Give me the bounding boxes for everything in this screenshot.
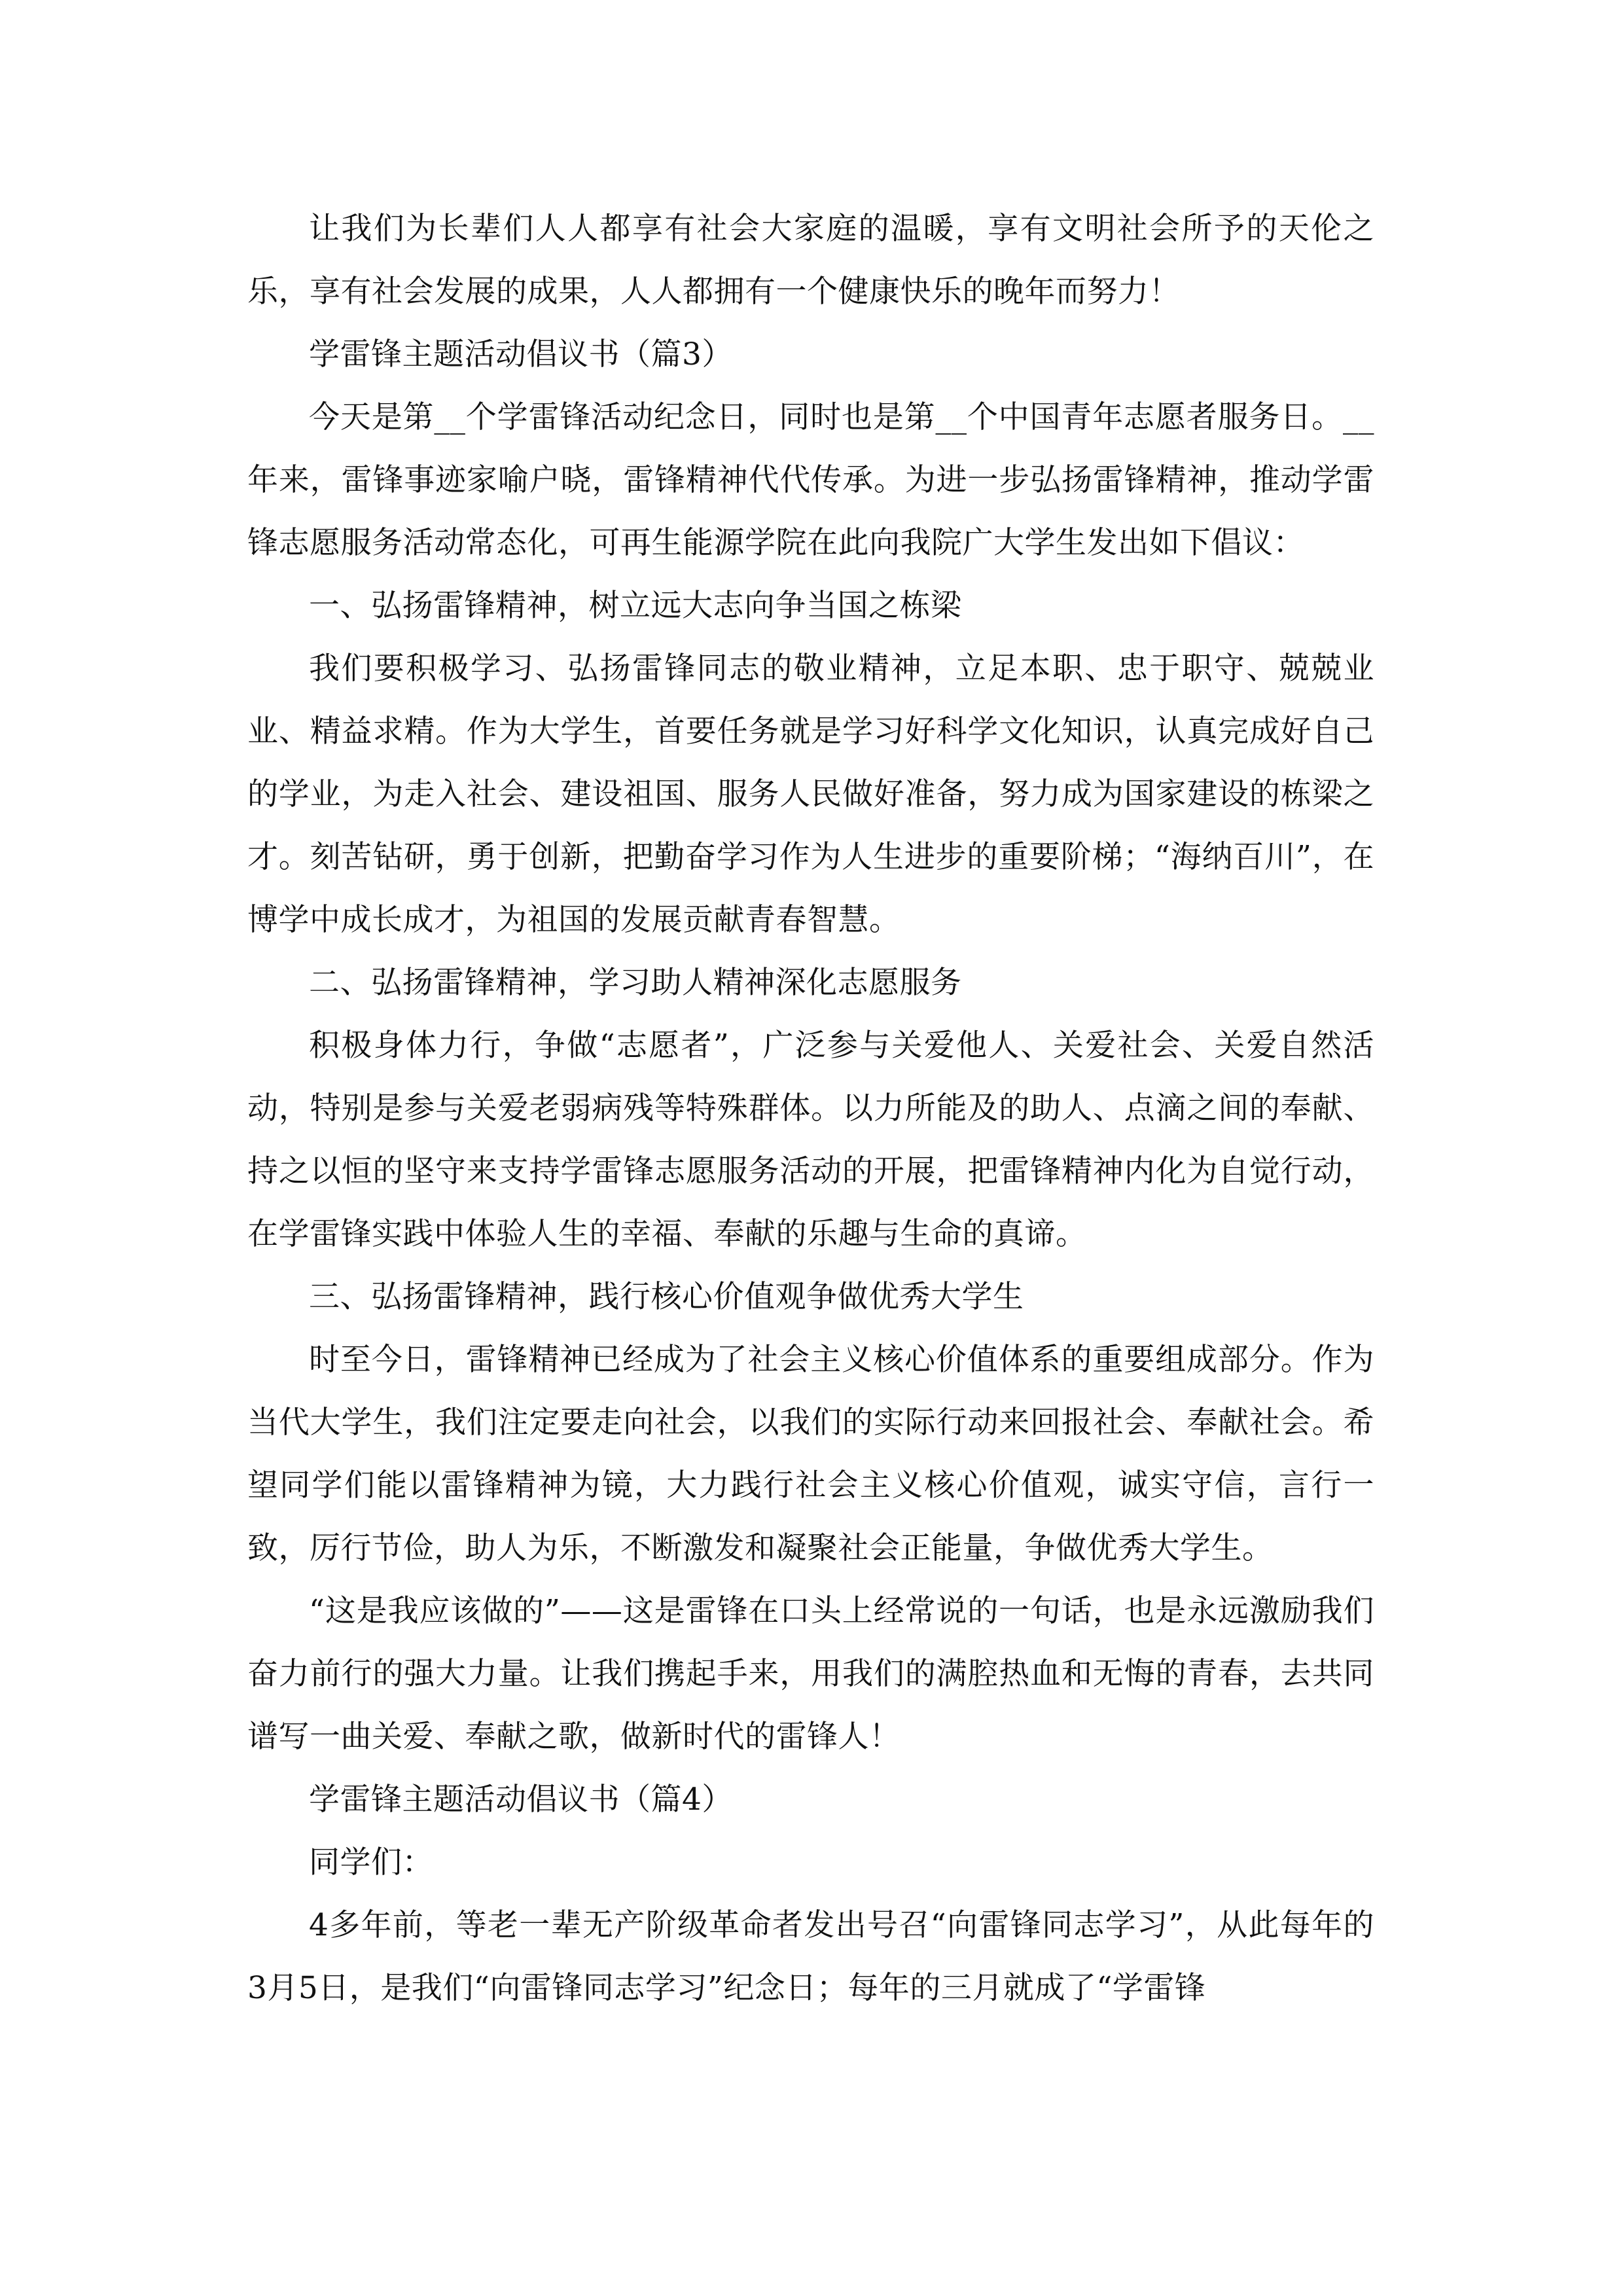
paragraph-intro: 今天是第__个学雷锋活动纪念日，同时也是第__个中国青年志愿者服务日。__年来，雷锋事迹家喻户晓，雷锋精神代代传承。为进一步弘扬雷锋精神，推动学雷锋志愿服务活动常态化，可再生能源学院在此向我院广大学生发出如下倡议： [247, 399, 1374, 561]
proposal-heading-2: 二、弘扬雷锋精神，学习助人精神深化志愿服务 [309, 965, 962, 1001]
paragraph-closing: “这是我应该做的”——这是雷锋在口头上经常说的一句话，也是永远激励我们奋力前行的强大力量。让我们携起手来，用我们的满腔热血和无悔的青春，去共同谱写一曲关爱、奉献之歌，做新时代的雷锋人！ [247, 1593, 1374, 1755]
document-page [247, 198, 1374, 2020]
paragraph-1: 让我们为长辈们人人都享有社会大家庭的温暖，享有文明社会所予的天伦之乐，享有社会发展的成果，人人都拥有一个健康快乐的晚年而努力！ [247, 211, 1374, 310]
proposal-heading-1: 一、弘扬雷锋精神，树立远大志向争当国之栋梁 [309, 588, 962, 624]
paragraph-proposal-3: 时至今日，雷锋精神已经成为了社会主义核心价值体系的重要组成部分。作为当代大学生，我们注定要走向社会，以我们的实际行动来回报社会、奉献社会。希望同学们能以雷锋精神为镜，大力践行社会主义核心价值观，诚实守信，言行一致，厉行节俭，助人为乐，不断激发和凝聚社会正能量，争做优秀大学生。 [247, 1342, 1374, 1566]
paragraph-proposal-1: 我们要积极学习、弘扬雷锋同志的敬业精神，立足本职、忠于职守、兢兢业业、精益求精。作为大学生，首要任务就是学习好科学文化知识，认真完成好自己的学业，为走入社会、建设祖国、服务人民做好准备，努力成为国家建设的栋梁之才。刻苦钻研，勇于创新，把勤奋学习作为人生进步的重要阶梯；“海纳百川”，在博学中成长成才，为祖国的发展贡献青春智慧。 [247, 651, 1374, 938]
salutation: 同学们： [309, 1844, 433, 1880]
paragraph-part-4-intro: 4多年前，等老一辈无产阶级革命者发出号召“向雷锋同志学习”，从此每年的3月5日，是我们“向雷锋同志学习”纪念日；每年的三月就成了“学雷锋 [247, 1907, 1374, 2006]
section-title-part-3: 学雷锋主题活动倡议书（篇3） [309, 336, 733, 372]
proposal-heading-3: 三、弘扬雷锋精神，践行核心价值观争做优秀大学生 [309, 1279, 1024, 1315]
section-title-part-4: 学雷锋主题活动倡议书（篇4） [309, 1782, 733, 1818]
paragraph-proposal-2: 积极身体力行，争做“志愿者”，广泛参与关爱他人、关爱社会、关爱自然活动，特别是参与关爱老弱病残等特殊群体。以力所能及的助人、点滴之间的奉献、持之以恒的坚守来支持学雷锋志愿服务活动的开展，把雷锋精神内化为自觉行动，在学雷锋实践中体验人生的幸福、奉献的乐趣与生命的真谛。 [247, 1028, 1374, 1252]
